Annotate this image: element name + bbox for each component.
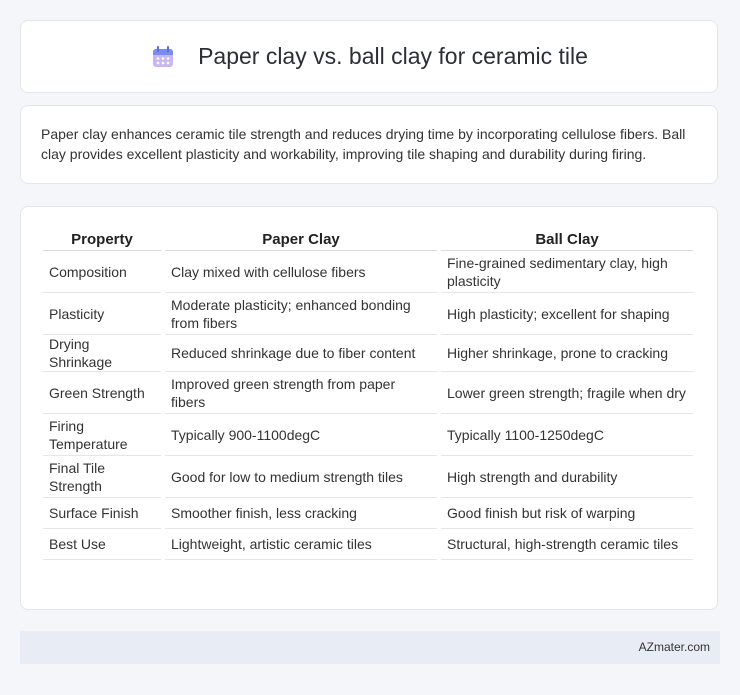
header-property: Property <box>43 227 161 251</box>
cell-ball-clay: Higher shrinkage, prone to cracking <box>441 335 693 372</box>
cell-ball-clay: Good finish but risk of warping <box>441 498 693 529</box>
table-row <box>43 293 693 335</box>
cell-ball-clay: Fine-grained sedimentary clay, high plasticity <box>441 251 693 293</box>
table-row <box>43 372 693 414</box>
intro-text: Paper clay enhances ceramic tile strength and reduces drying time by incorporating cellulose fibers. Ball clay provides excellent plasticity and workability, improving tile shaping and durability during firing. <box>41 126 686 162</box>
table-row <box>43 414 693 456</box>
cell-paper-clay: Lightweight, artistic ceramic tiles <box>165 529 437 560</box>
intro-card <box>20 105 718 184</box>
table-row <box>43 529 693 560</box>
table-row <box>43 456 693 498</box>
cell-ball-clay: Structural, high-strength ceramic tiles <box>441 529 693 560</box>
table-row <box>43 251 693 293</box>
table-row <box>43 498 693 529</box>
table-header-row <box>43 227 693 251</box>
footer-source: AZmater.com <box>638 640 710 654</box>
cell-property: Surface Finish <box>43 498 161 529</box>
cell-paper-clay: Typically 900-1100degC <box>165 414 437 456</box>
cell-paper-clay: Smoother finish, less cracking <box>165 498 437 529</box>
cell-paper-clay: Reduced shrinkage due to fiber content <box>165 335 437 372</box>
cell-property: Composition <box>43 251 161 293</box>
cell-ball-clay: Lower green strength; fragile when dry <box>441 372 693 414</box>
page-title: Paper clay vs. ball clay for ceramic tile <box>198 43 588 69</box>
header-paper-clay: Paper Clay <box>165 227 437 251</box>
cell-ball-clay: Typically 1100-1250degC <box>441 414 693 456</box>
cell-paper-clay: Improved green strength from paper fibers <box>165 372 437 414</box>
cell-property: Plasticity <box>43 293 161 335</box>
cell-property: Green Strength <box>43 372 161 414</box>
comparison-card <box>20 206 718 610</box>
cell-ball-clay: High plasticity; excellent for shaping <box>441 293 693 335</box>
cell-property: Drying Shrinkage <box>43 335 161 372</box>
cell-property: Final Tile Strength <box>43 456 161 498</box>
title-card <box>20 20 718 93</box>
cell-paper-clay: Clay mixed with cellulose fibers <box>165 251 437 293</box>
cell-paper-clay: Good for low to medium strength tiles <box>165 456 437 498</box>
cell-paper-clay: Moderate plasticity; enhanced bonding from fibers <box>165 293 437 335</box>
footer <box>20 631 720 664</box>
calendar-icon <box>150 44 176 70</box>
comparison-table <box>39 227 697 560</box>
header-ball-clay: Ball Clay <box>441 227 693 251</box>
table-row <box>43 335 693 372</box>
cell-ball-clay: High strength and durability <box>441 456 693 498</box>
cell-property: Firing Temperature <box>43 414 161 456</box>
cell-property: Best Use <box>43 529 161 560</box>
